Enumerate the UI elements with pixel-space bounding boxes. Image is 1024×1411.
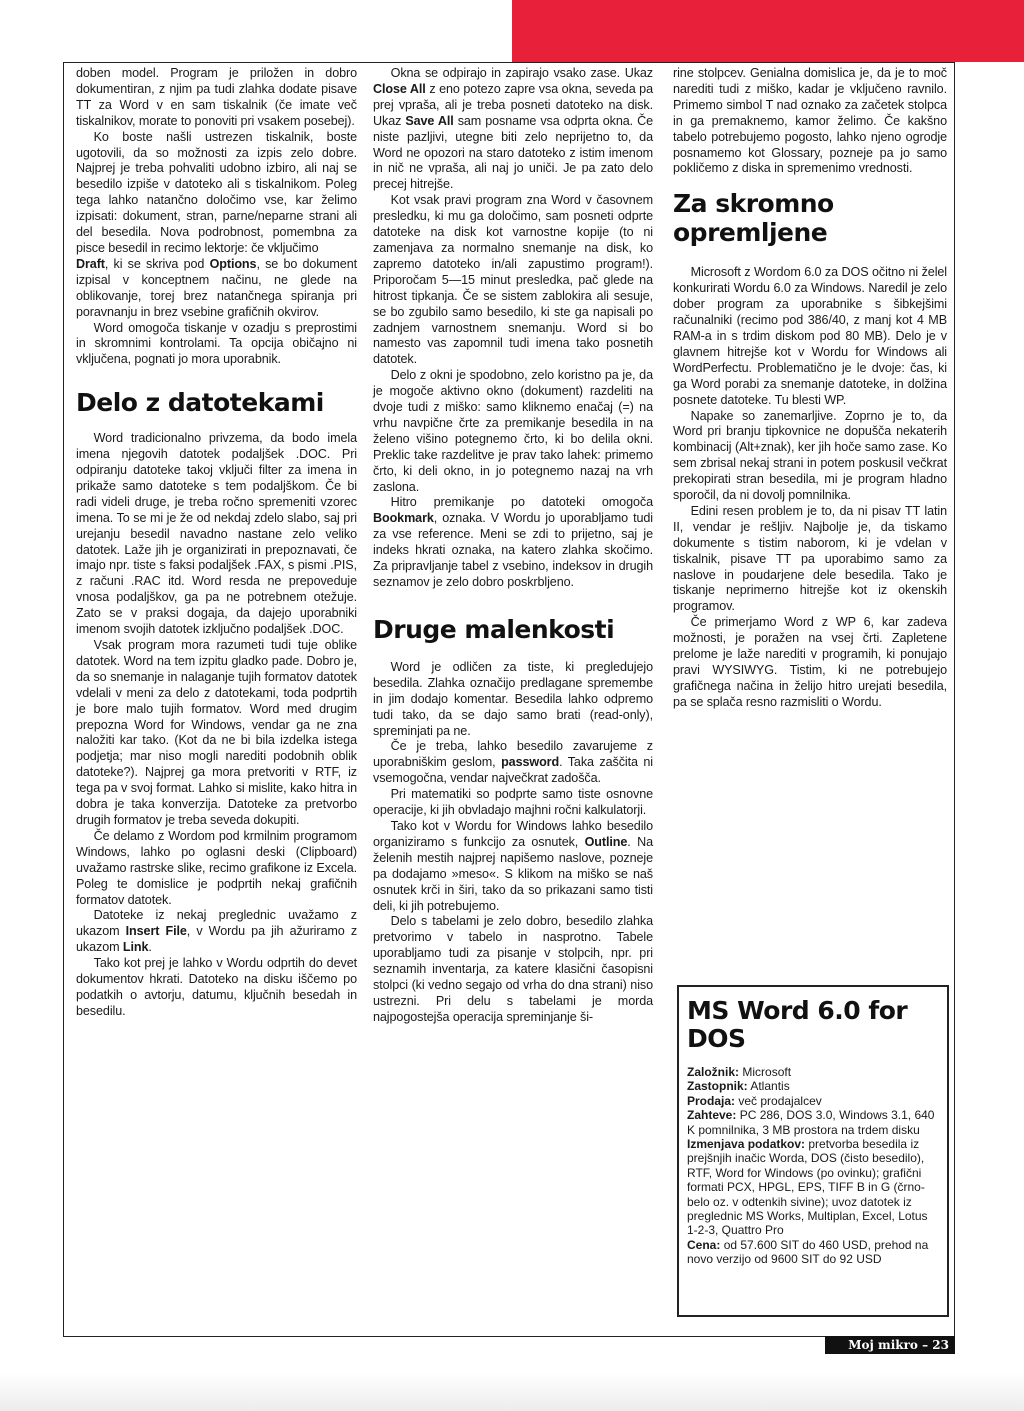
bold-term-bookmark: Bookmark: [373, 511, 434, 526]
info-row-requirements: Zahteve: PC 286, DOS 3.0, Windows 3.1, 640 K pomnilnika, 3 MB prostora na trdem disku: [687, 1108, 935, 1137]
paragraph: Tako kot prej je lahko v Wordu odprtih do devet dokumentov hkrati. Datoteko na disku iščemo po podatkih o avtorju, datumu, ključnih besedah in besedilu.: [76, 956, 357, 1018]
paragraph: Če je treba, lahko besedilo zavarujeme z uporabniškim geslom, password. Taka zaščita ni vsemogočna, vendar največkrat zadošča.: [373, 739, 653, 786]
paragraph: Word tradicionalno privzema, da bodo imela imena njegovih datotek podaljšek .DOC. Pri odpiranju datoteke takoj vključi filter za imena in prikaže samo datoteke s tem podaljškom. Če bi radi videli druge, je treba ročno spremeniti vzorec imena. To se mi je že od nekdaj zdelo slabo, saj pri urejanju besedil navadno nastane zelo veliko datotek. Laže jih je organizirati in prepoznavati, če imajo npr. tiste s faksi podaljšek .FAX, s pismi .PIS, z računi .RAC itd. Word resda ne prepoveduje vnosa podaljškov, ga pa ne potrebnem otežuje. Zato se v praksi dogaja, da dajejo uporabniki imenom svojih datotek izključno podaljšek .DOC.: [76, 431, 357, 637]
bold-term-save-all: Save All: [405, 113, 454, 128]
paragraph: doben model. Program je priložen in dobro dokumentiran, z njim pa tudi zlahka dodate pisave TT za Word v en sam tiskalnik (če imate več tiskalnikov, morate to ponoviti pri vsakem posebej).: [76, 66, 357, 128]
info-box-title: MS Word 6.0 for DOS: [687, 996, 908, 1053]
paragraph: Edini resen problem je to, da ni pisav TT latin II, vendar je rešljiv. Najbolje je, da tiskamo dokumente s tistim naborom, ki je vdelan v tiskalnik, pisave TT pa uporabimo samo za naslove in poudarjene dele besedila. Tako je tiskanje neprimerno hitrejše kot iz okenskih programov.: [673, 503, 947, 614]
column-3: [673, 66, 947, 711]
paragraph: Word je odličen za tiste, ki pregledujejo besedila. Zlahka označijo predlagane spremembe in jim dodajo komentar. Besedila lahko odpremo tudi tako, da se dajo samo brati (read-only), spreminjati pa ne.: [373, 659, 653, 738]
column-1: [76, 66, 357, 1020]
paragraph: Pri matematiki so podprte samo tiste osnovne operacije, ki jih obvladajo majhni ročni kalkulatorji.: [373, 787, 653, 818]
paragraph: Kot vsak pravi program zna Word v časovnem presledku, ki mu ga določimo, sam posneti odprte datoteke na disk kot varnostne kopije (to ni zamenjava za normalno snemanje na disk, ko zapremo datoteko in/ali zapustimo program!). Priporočam 5—15 minut presledka, pač glede na hitrost tipkanja. Če se sistem zablokira ali sesuje, se bo zgubilo samo besedilo, ki ste ga napisali po zadnjem varnostnem snemanju. Word si bo namesto vas zapomnil tudi imena tako posnetih datotek.: [373, 193, 653, 367]
paragraph: Delo s tabelami je zelo dobro, besedilo zlahka pretvorimo v tabelo in nasprotno. Tabele uporabljamo tudi za pisanje v stolpcih, npr. pri seznamih inventarja, za katere klasični časopisni stolpci (ki vedno segajo od vrha do dna strani) niso ustrezni. Pri delu s tabelami je morda najpogostejša operacija spreminjanje ši-: [373, 914, 653, 1024]
info-row-publisher: Založnik: Microsoft: [687, 1065, 792, 1079]
paragraph: Okna se odpirajo in zapirajo vsako zase. Ukaz Close All z eno potezo zapre vsa okna, seveda pa prej vpraša, ali je treba posneti datoteko na disk. Ukaz Save All sam posname vsa odprta okna. Če niste pazljivi, utegne biti zelo neprijetno to, da Word ne opozori na staro datoteko z istim imenom in nič ne vpraša, ali naj jo uniči. Je pa zato delo precej hitrejše.: [373, 66, 653, 192]
paragraph: rine stolpcev. Genialna domislica je, da je to moč narediti tudi z miško, kadar je vključeno ravnilo. Primemo simbol T nad oznako za začetek stolpca in ga premaknemo, kamor želimo. Če kakšno tabelo potrebujemo pogosto, lahko njeno ogrodje posnamemo kot Glossary, pozneje pa jo samo pokličemo z diska in spremenimo vrednosti.: [673, 66, 947, 176]
red-corner-bar: [512, 0, 1024, 62]
paragraph: Delo z okni je spodobno, zelo koristno pa je, da je mogoče aktivno okno (dokument) razdeliti na dvoje tudi z miško: samo kliknemo enačaj (=) na vrhu navpične črte za premikanje besedila in na želeno višino potegnemo črto, ki bo delila okni. Preklic take razdelitve je prav tako lahek: primemo črto, ki deli okno, in jo potegnemo nazaj na vrh zaslona.: [373, 368, 653, 494]
section-heading: Za skromno opremljene: [673, 189, 834, 248]
bold-term-draft: Draft: [76, 256, 105, 271]
paragraph: Napake so zanemarljive. Zoprno je to, da Word pri branju tipkovnice ne dopušča nekaterih kombinacij (Alt+znak), ker jih hoče samo zase. Ko sem zbrisal nekaj strani in potem poskusil večkrat prekopirati stran besedila, mi je program hladno sporočil, da ni dovolj pomnilnika.: [673, 408, 947, 503]
paragraph: Vsak program mora razumeti tudi tuje oblike datotek. Word na tem izpitu gladko pade. Dobro je, da so snemanje in nalaganje tujih formatov datotek vdelali v meni za delo z datotekami, toda podprtih je bore malo tujih formatov. Word med drugim prepozna Word for Windows, vendar ga ne zna naložiti kar tako. (Kot da ne bi bila izdelka istega podjetja; mar niso mogli narediti podobnih oblik datoteke?). Najprej ga mora pretvoriti v RTF, iz tega pa v svoj format. Lahko si mislite, kako hitra in dobra je taka konverzija. Datoteke za pretvorbo drugih formatov je treba seveda dokupiti.: [76, 638, 357, 827]
info-row-distributor: Zastopnik: Atlantis: [687, 1079, 790, 1094]
column-2: [373, 66, 653, 1026]
info-row-price: Cena: od 57.600 SIT do 460 USD, prehod na novo verzijo od 9600 SIT do 92 USD: [687, 1237, 929, 1267]
info-row-data-exchange: Izmenjava podatkov: pretvorba besedila iz prejšnjih inačic Worda, DOS (čisto besedilo), RTF, Word for Windows (po ovinku); grafični formati PCX, HPGL, EPS, TIFF B in G (črno-belo oz. v odtenkih sivine); uvoz datotek iz preglednic MS Works, Multiplan, Excel, Lotus 1-2-3, Quattro Pro: [687, 1137, 928, 1238]
bold-term-outline: Outline: [584, 834, 628, 849]
paragraph: Če delamo z Wordom pod krmilnim programom Windows, lahko po oglasni deski (Clipboard) uvažamo rastrske slike, recimo grafikone iz Excela. Poleg te domislice je podprtih nekaj grafičnih formatov datotek.: [76, 828, 357, 907]
paragraph: Ko boste našli ustrezen tiskalnik, boste ugotovili, da so možnosti za izpis zelo dobre. Najprej je treba pohvaliti udobno izbiro, ali naj se besedilo izpiše v datoteko ali s tiskalnikom. Poleg tega lahko natančno določimo vse, kar želimo izpisati: dokument, stran, parne/neparne strani ali del besedila. Nova podrobnost, pomembna za pisce besedil in recimo lektorje: če vključimo: [76, 129, 357, 255]
section-heading: Druge malenkosti: [373, 614, 615, 644]
paragraph: Tako kot v Wordu for Windows lahko besedilo organiziramo s funkcijo za osnutek, Outline. Na želenih mestih najprej napišemo naslove, pozneje pa dodajamo »meso«. S klikom na miško se naš osnutek krči in širi, tako da so prikazani samo tisti deli, ki jih potrebujemo.: [373, 818, 653, 913]
paragraph: Če primerjamo Word z WP 6, kar zadeva možnosti, je poražen na vsej črti. Zapletene prelome je laže narediti v programih, ki ponujajo pravi WYSIWYG. Tistim, ki ne potrebujejo grafičnega načina in želijo hitro urejati besedila, pa se splača resno razmisliti o Wordu.: [673, 615, 947, 709]
paragraph: Microsoft z Wordom 6.0 za DOS očitno ni želel konkurirati Wordu 6.0 za Windows. Naredil je zelo dober program za uporabnike s šibkejšimi računalniki (recimo pod 386/40, z manj kot 4 MB RAM-a in s trdim diskom pod 80 MB). Delo je v glavnem hitrejše kot v Wordu for Windows ali WordPerfectu. Problematično je le dvoje: čas, ki ga Word porabi za snemanje datoteke, in dolžina posnete datoteke. Tu blesti WP.: [673, 265, 947, 407]
section-heading: Delo z datotekami: [76, 388, 324, 418]
bold-term-close-all: Close All: [373, 81, 426, 96]
product-info-box: [677, 985, 949, 1317]
bold-term-insert-file: Insert File: [125, 924, 187, 939]
paragraph: Word omogoča tiskanje v ozadju s preprostimi in skromnimi kontrolami. Ta opcija običajno ni vključena, pognati jo mora uporabnik.: [76, 320, 357, 367]
paragraph: Draft, ki se skriva pod Options, se bo dokument izpisal v konceptnem načinu, ne glede na oblikovanje, torej brez natančnega spiranja pri poravnanju in brez vsebine grafičnih okvirov.: [76, 256, 358, 319]
bold-term-options: Options: [209, 256, 257, 271]
info-row-sales: Prodaja: več prodajalcev: [687, 1093, 822, 1108]
page-footer: Moj mikro – 23: [825, 1336, 955, 1354]
paragraph: Datoteke iz nekaj preglednic uvažamo z ukazom Insert File, v Wordu pa jih ažuriramo z ukazom Link.: [76, 908, 358, 955]
paragraph: Hitro premikanje po datoteki omogoča Bookmark, oznaka. V Wordu jo uporabljamo tudi za vse reference. Meni se zdi to prijetno, saj je indeks hkrati oznaka, na katero zlahka skočimo. Za pripravljanje tabel z vsebino, indeksov in drugih seznamov je zelo dobro poskrbljeno.: [373, 495, 653, 589]
page-edge-shadow: [0, 1372, 1024, 1411]
bold-term-link: Link: [122, 940, 149, 955]
bold-term-password: password: [501, 755, 560, 770]
